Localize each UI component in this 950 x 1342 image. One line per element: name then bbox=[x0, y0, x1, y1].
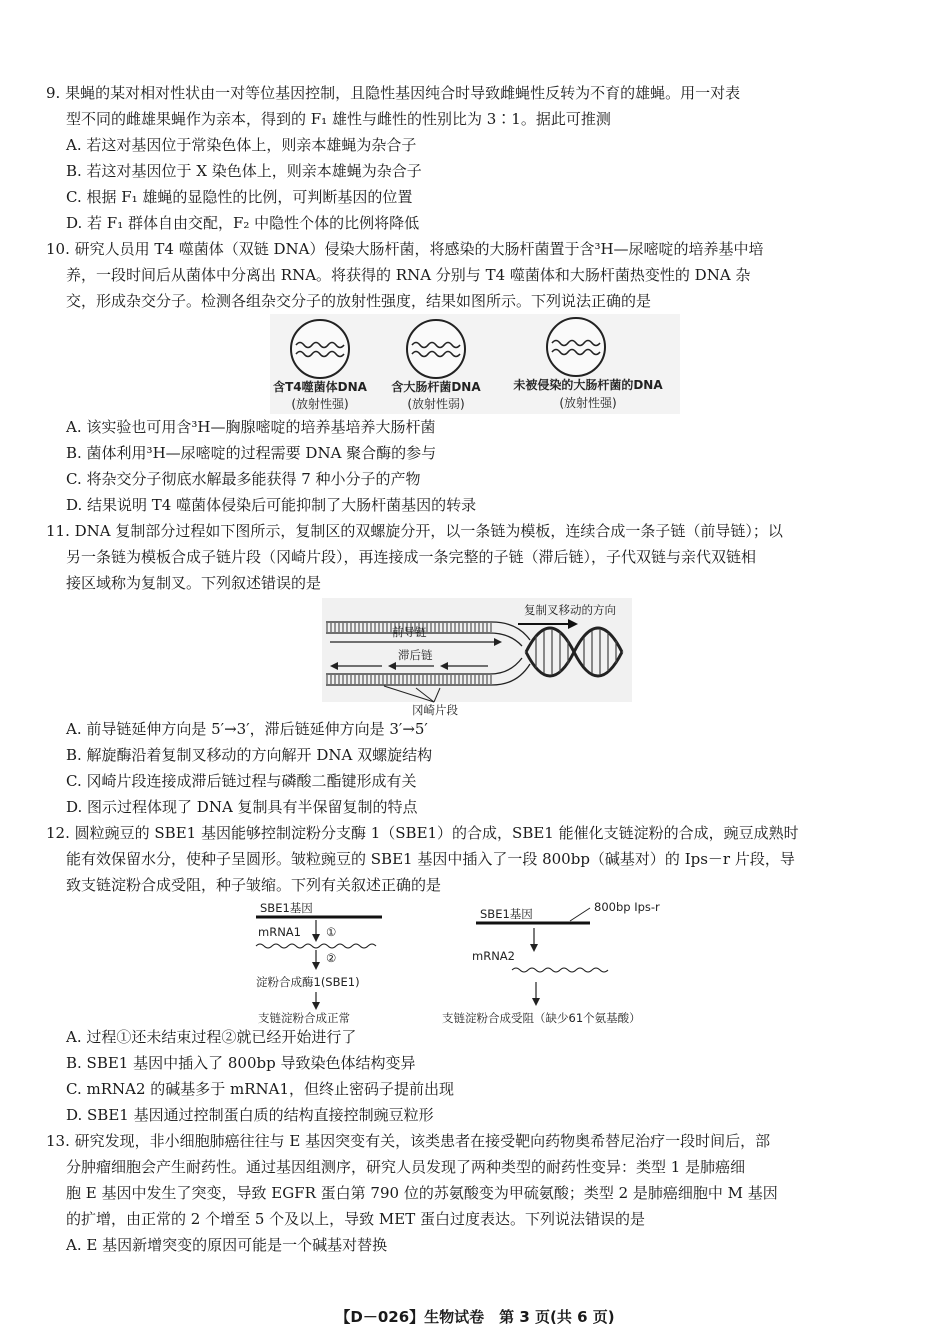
fork-direction-label: 复制叉移动的方向 bbox=[524, 603, 616, 617]
left-gene-label: SBE1基因 bbox=[260, 901, 313, 915]
q12-stem-line-1: 12. 圆粒豌豆的 SBE1 基因能够控制淀粉分支酶 1（SBE1）的合成，SBE1 能催化支链淀粉的合成，豌豆成熟时 bbox=[46, 824, 799, 842]
enzyme-label: 淀粉合成酶1(SBE1) bbox=[256, 975, 360, 989]
question-12-options bbox=[46, 1024, 912, 1128]
q9-option-c: C. 根据 F₁ 雄蝇的显隐性的比例，可判断基因的位置 bbox=[66, 188, 413, 206]
q11-stem-line-1: 11. DNA 复制部分过程如下图所示，复制区的双螺旋分开，以一条链为模板，连续合成一条子链（前导链）；以 bbox=[46, 522, 783, 540]
ecoli-dna-note: (放射性弱) bbox=[407, 397, 465, 411]
q13-stem-line-3: 胞 E 基因中发生了突变，导致 EGFR 蛋白第 790 位的苏氨酸变为甲硫氨酸；类型 2 是肺癌细胞中 M 基因 bbox=[66, 1184, 778, 1202]
question-10 bbox=[46, 236, 912, 314]
q9-option-b: B. 若这对基因位于 X 染色体上，则亲本雄蝇为杂合子 bbox=[66, 162, 422, 180]
mrna2-wave bbox=[512, 968, 608, 972]
q11-option-a: A. 前导链延伸方向是 5′→3′，滞后链延伸方向是 3′→5′ bbox=[66, 720, 428, 738]
q10-option-b: B. 菌体利用³H—尿嘧啶的过程需要 DNA 聚合酶的参与 bbox=[66, 444, 437, 462]
q11-stem-line-2: 另一条链为模板合成子链片段（冈崎片段），再连接成一条完整的子链（滞后链），子代双链与亲代双链相 bbox=[66, 548, 757, 566]
q11-option-d: D. 图示过程体现了 DNA 复制具有半保留复制的特点 bbox=[66, 798, 418, 816]
q13-option-a: A. E 基因新增突变的原因可能是一个碱基对替换 bbox=[66, 1236, 388, 1254]
q12-gene-expression-figure bbox=[250, 898, 720, 1026]
page-footer: 【D－026】生物试卷 第 3 页(共 6 页) bbox=[335, 1308, 615, 1326]
q10-hybrid-figure bbox=[270, 314, 680, 414]
q9-stem-line-2: 型不同的雌雄果蝇作为亲本，得到的 F₁ 雄性与雌性的性别比为 3∶1。据此可推测 bbox=[66, 110, 611, 128]
ecoli-dna-label: 含大肠杆菌DNA bbox=[391, 380, 481, 394]
q13-stem-line-4: 的扩增，由正常的 2 个增至 5 个及以上，导致 MET 蛋白过度表达。下列说法错误的是 bbox=[66, 1210, 646, 1228]
t4-dna-circle bbox=[291, 320, 349, 378]
q11-replication-fork-figure bbox=[322, 598, 632, 716]
uninfected-ecoli-dna-circle bbox=[547, 318, 605, 376]
ecoli-dna-circle bbox=[407, 320, 465, 378]
q10-option-a: A. 该实验也可用含³H—胸腺嘧啶的培养基培养大肠杆菌 bbox=[66, 418, 436, 436]
q10-option-c: C. 将杂交分子彻底水解最多能获得 7 种小分子的产物 bbox=[66, 470, 421, 488]
q12-option-b: B. SBE1 基因中插入了 800bp 导致染色体结构变异 bbox=[66, 1054, 416, 1072]
mrna1-wave bbox=[256, 944, 376, 948]
question-9 bbox=[46, 80, 912, 236]
mrna1-label: mRNA1 bbox=[258, 925, 301, 939]
q13-stem-line-2: 分肿瘤细胞会产生耐药性。通过基因组测序，研究人员发现了两种类型的耐药性变异：类型 1 是肺癌细 bbox=[66, 1158, 746, 1176]
lagging-strand-label: 滞后链 bbox=[398, 648, 433, 662]
q12-stem-line-2: 能有效保留水分，使种子呈圆形。皱粒豌豆的 SBE1 基因中插入了一段 800bp（碱基对）的 Ips－r 片段，导 bbox=[66, 850, 795, 868]
question-13 bbox=[46, 1128, 912, 1258]
q10-stem-line-3: 交，形成杂交分子。检测各组杂交分子的放射性强度，结果如图所示。下列说法正确的是 bbox=[66, 292, 652, 310]
q10-option-d: D. 结果说明 T4 噬菌体侵染后可能抑制了大肠杆菌基因的转录 bbox=[66, 496, 477, 514]
t4-dna-label: 含T4噬菌体DNA bbox=[273, 380, 367, 394]
q9-stem-line-1: 9. 果蝇的某对相对性状由一对等位基因控制，且隐性基因纯合时导致雌蝇性反转为不育的雄蝇。用一对表 bbox=[46, 84, 741, 102]
question-11-options bbox=[46, 716, 912, 820]
q12-option-a: A. 过程①还未结束过程②就已经开始进行了 bbox=[66, 1028, 357, 1046]
q10-stem-line-2: 养，一段时间后从菌体中分离出 RNA。将获得的 RNA 分别与 T4 噬菌体和大肠杆菌热变性的 DNA 杂 bbox=[66, 266, 751, 284]
normal-result-label: 支链淀粉合成正常 bbox=[258, 1011, 350, 1025]
insert-label: 800bp Ips-r bbox=[594, 900, 660, 914]
t4-dna-note: (放射性强) bbox=[291, 397, 349, 411]
q12-option-c: C. mRNA2 的碱基多于 mRNA1，但终止密码子提前出现 bbox=[66, 1080, 455, 1098]
q9-option-a: A. 若这对基因位于常染色体上，则亲本雄蝇为杂合子 bbox=[66, 136, 417, 154]
q13-stem-line-1: 13. 研究发现，非小细胞肺癌往往与 E 基因突变有关，该类患者在接受靶向药物奥希替尼治疗一段时间后，部 bbox=[46, 1132, 771, 1150]
q12-stem-line-3: 致支链淀粉合成受阻，种子皱缩。下列有关叙述正确的是 bbox=[66, 876, 442, 894]
q11-option-c: C. 冈崎片段连接成滞后链过程与磷酸二酯键形成有关 bbox=[66, 772, 417, 790]
right-gene-label: SBE1基因 bbox=[480, 907, 533, 921]
q11-stem-line-3: 接区域称为复制叉。下列叙述错误的是 bbox=[66, 574, 322, 592]
leading-strand-label: 前导链 bbox=[392, 625, 427, 639]
q12-option-d: D. SBE1 基因通过控制蛋白质的结构直接控制豌豆粒形 bbox=[66, 1106, 434, 1124]
step-1-label: ① bbox=[326, 925, 337, 939]
q11-option-b: B. 解旋酶沿着复制叉移动的方向解开 DNA 双螺旋结构 bbox=[66, 746, 433, 764]
q9-option-d: D. 若 F₁ 群体自由交配，F₂ 中隐性个体的比例将降低 bbox=[66, 214, 420, 232]
uninfected-dna-note: (放射性强) bbox=[559, 396, 617, 410]
okazaki-fragment-label: 冈崎片段 bbox=[412, 703, 458, 716]
mrna2-label: mRNA2 bbox=[472, 949, 515, 963]
question-12 bbox=[46, 820, 912, 898]
question-10-options bbox=[46, 414, 912, 518]
step-2-label: ② bbox=[326, 951, 337, 965]
question-11 bbox=[46, 518, 912, 596]
uninfected-dna-label: 未被侵染的大肠杆菌的DNA bbox=[513, 378, 663, 392]
blocked-result-label: 支链淀粉合成受阻（缺少61个氨基酸） bbox=[442, 1011, 641, 1025]
q10-stem-line-1: 10. 研究人员用 T4 噬菌体（双链 DNA）侵染大肠杆菌，将感染的大肠杆菌置于含³H—尿嘧啶的培养基中培 bbox=[46, 240, 764, 258]
